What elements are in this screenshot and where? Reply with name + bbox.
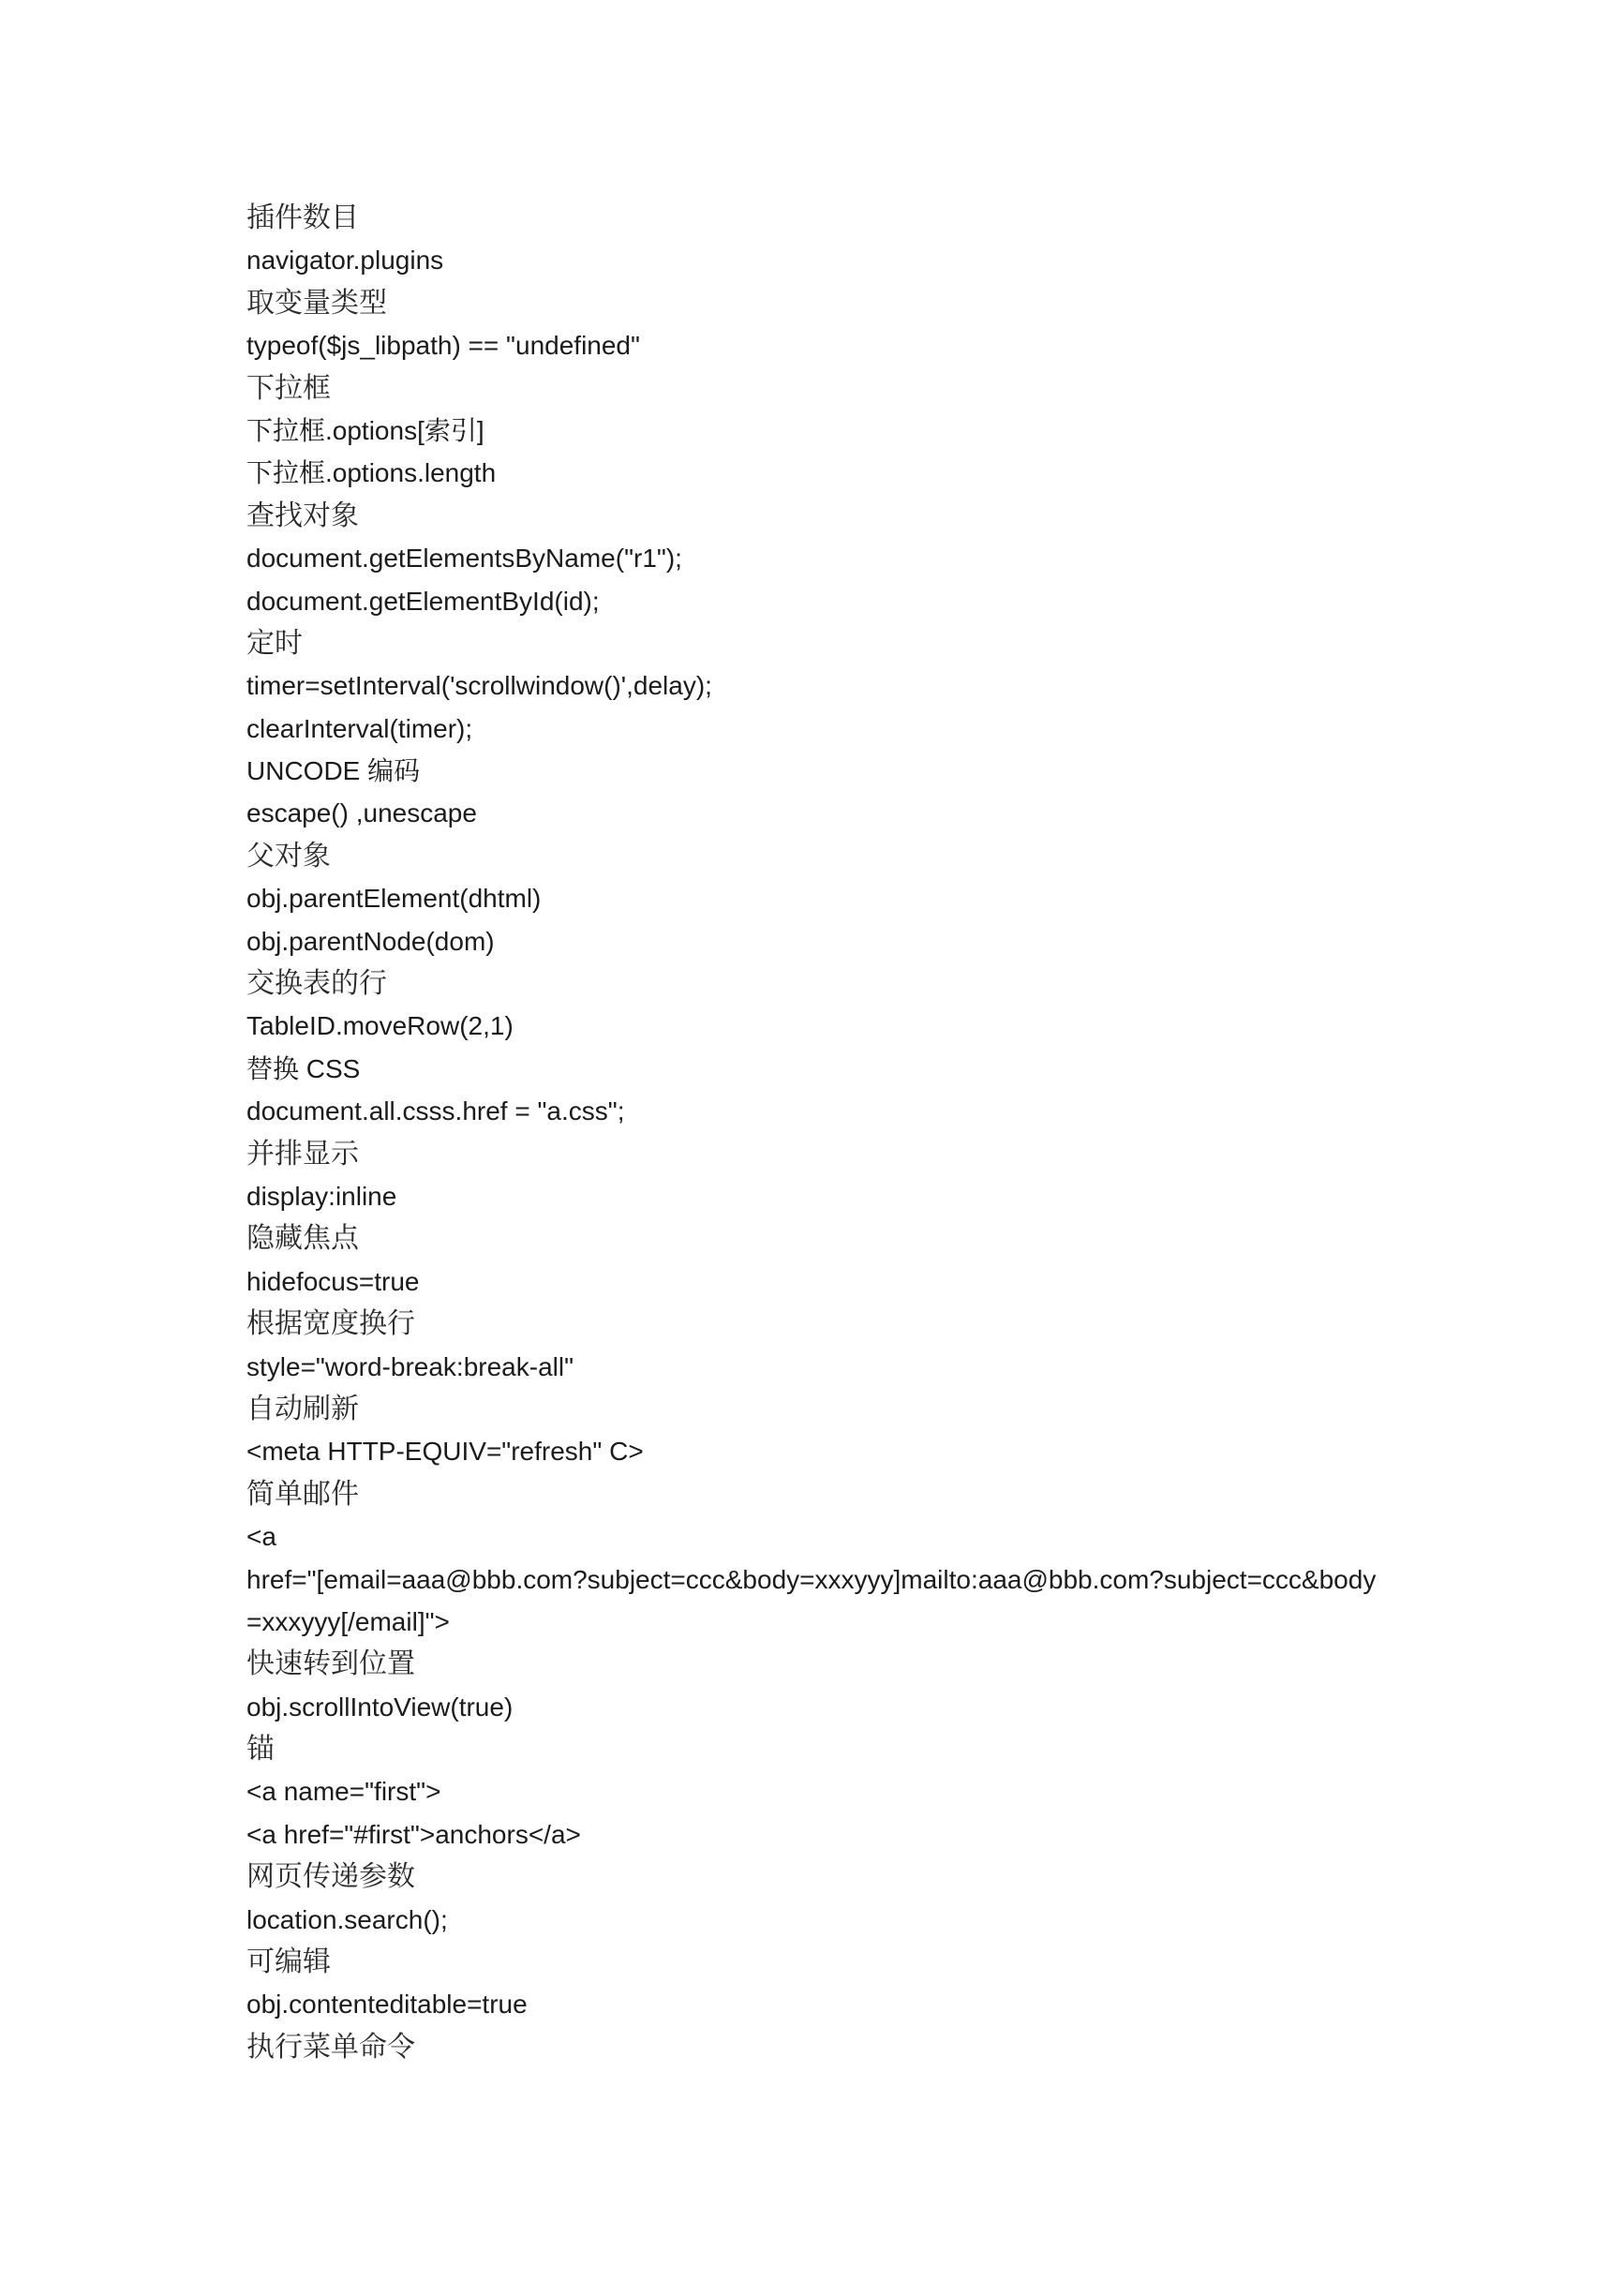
section-heading: 可编辑: [246, 1946, 331, 1979]
section-heading: 查找对象: [246, 499, 359, 532]
section-heading: 交换表的行: [246, 967, 387, 1001]
code-line: document.getElementById(id);: [246, 586, 600, 616]
code-line: <a: [246, 1522, 276, 1552]
code-line: document.all.csss.href = "a.css";: [246, 1096, 625, 1126]
section-heading: 取变量类型: [246, 286, 387, 320]
code-line: obj.parentElement(dhtml): [246, 884, 542, 914]
code-line: 下拉框.options[索引]: [246, 415, 484, 445]
code-line: 下拉框.options.length: [246, 458, 497, 488]
code-line: obj.contenteditable=true: [246, 1990, 528, 2020]
code-line: style="word-break:break-all": [246, 1351, 574, 1381]
code-line: <meta HTTP-EQUIV="refresh" C>: [246, 1437, 644, 1467]
section-heading: 隐藏焦点: [246, 1222, 359, 1256]
section-heading: 定时: [246, 626, 303, 660]
code-line: <a href="#first">anchors</a>: [246, 1819, 581, 1849]
code-line: typeof($js_libpath) == "undefined": [246, 331, 640, 361]
section-heading: 执行菜单命令: [246, 2030, 415, 2064]
section-heading: 并排显示: [246, 1137, 359, 1170]
code-line: clearInterval(timer);: [246, 713, 473, 743]
code-line: document.getElementsByName("r1");: [246, 544, 682, 574]
document-body: [246, 197, 1399, 2068]
section-heading: 锚: [246, 1733, 275, 1767]
code-line: obj.scrollIntoView(true): [246, 1692, 514, 1722]
code-line: obj.parentNode(dom): [246, 926, 495, 956]
code-line: hidefocus=true: [246, 1266, 420, 1296]
code-line: <a name="first">: [246, 1777, 441, 1807]
code-line: navigator.plugins: [246, 246, 444, 276]
code-line: escape() ,unescape: [246, 798, 477, 828]
code-line: href="[email=aaa@bbb.com?subject=ccc&body=xxxyyy]mailto:aaa@bbb.com?subject=ccc&body: [246, 1564, 1377, 1594]
section-heading: 自动刷新: [246, 1392, 359, 1425]
section-heading: 根据宽度换行: [246, 1307, 415, 1341]
code-line: 替换 CSS: [246, 1053, 361, 1083]
section-heading: 父对象: [246, 839, 331, 872]
code-line: TableID.moveRow(2,1): [246, 1011, 514, 1041]
code-line: display:inline: [246, 1181, 397, 1211]
section-heading: 网页传递参数: [246, 1860, 415, 1894]
section-heading: 简单邮件: [246, 1477, 359, 1511]
code-line: timer=setInterval('scrollwindow()',delay);: [246, 671, 712, 701]
code-line: =xxxyyy[/email]">: [246, 1606, 450, 1636]
code-line: location.search();: [246, 1904, 448, 1934]
section-heading: 下拉框: [246, 371, 331, 405]
section-heading: 快速转到位置: [246, 1647, 415, 1681]
code-line: UNCODE 编码: [246, 756, 421, 786]
section-heading: 插件数目: [246, 201, 359, 234]
